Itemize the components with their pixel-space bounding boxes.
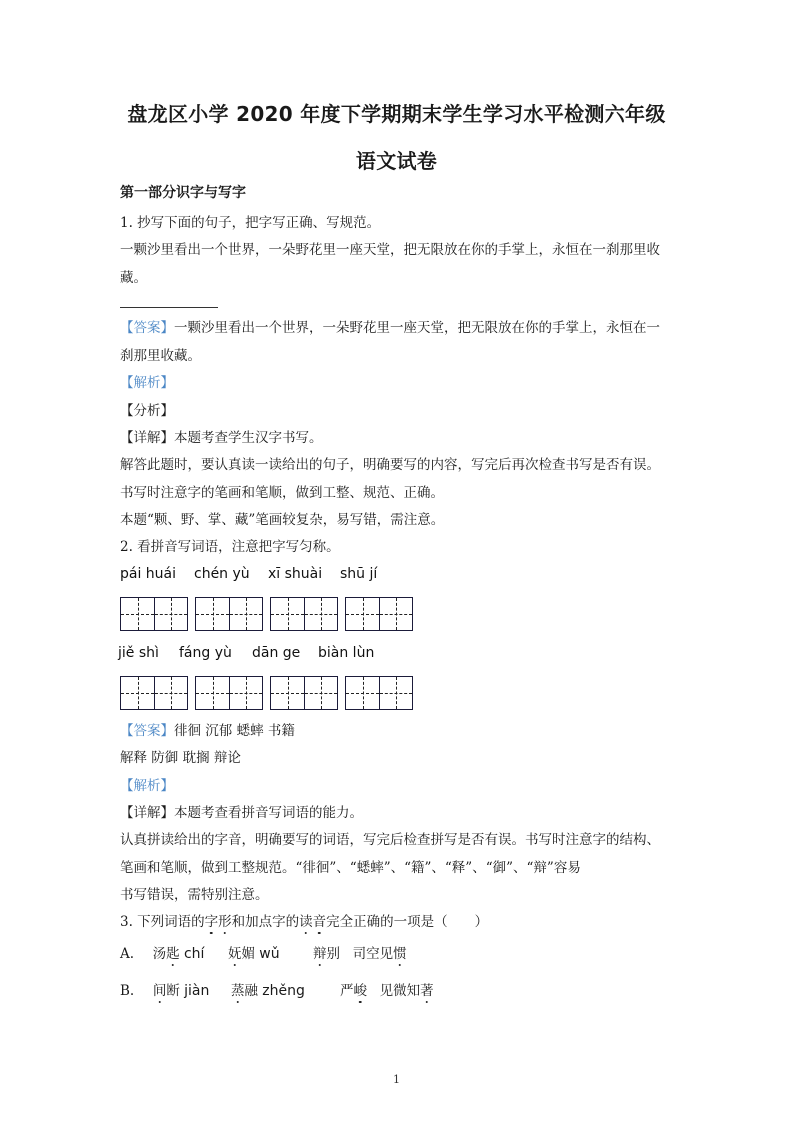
q2-explain-line1: 认真拼读给出的字音，明确要写的词语，写完后检查拼写是否有误。书写时注意字的结构、 bbox=[120, 832, 660, 848]
option-b-word3: 严峻 见微知著 bbox=[340, 979, 434, 999]
dotted-char: 辩 bbox=[313, 942, 327, 962]
q2-prompt: 2. 看拼音写词语，注意把字写匀称。 bbox=[120, 539, 340, 555]
q2-explain-line3: 书写错误，需特别注意。 bbox=[120, 887, 269, 903]
option-label: A. bbox=[120, 946, 135, 962]
dotted-char: 蒸 bbox=[231, 979, 245, 999]
pinyin-4: shū jí bbox=[340, 566, 378, 582]
option-b-word2: 蒸融 zhěng bbox=[231, 979, 305, 999]
writing-grid[interactable] bbox=[270, 597, 338, 631]
pinyin-3: xī shuài bbox=[268, 566, 323, 582]
analysis-label: 【解析】 bbox=[120, 778, 174, 794]
answer-label: 【答案】 bbox=[120, 723, 174, 739]
q1-explain-line1: 解答此题时，要认真读一读给出的句子，明确要写的内容，写完后再次检查书写是否有误。 bbox=[120, 457, 660, 473]
pinyin-1: pái huái bbox=[120, 566, 177, 582]
pinyin-2: chén yù bbox=[194, 566, 250, 582]
detail-text: 本题考查看拼音写词语的能力。 bbox=[174, 805, 363, 821]
writing-grid[interactable] bbox=[270, 676, 338, 710]
q2-detail bbox=[120, 801, 363, 821]
section-heading: 第一部分识字与写字 bbox=[120, 185, 246, 201]
q1-explain-line3: 本题“颗、野、掌、藏”笔画较复杂，易写错，需注意。 bbox=[120, 512, 445, 528]
writing-grid[interactable] bbox=[120, 676, 188, 710]
q2-answer-line2: 解释 防御 耽搁 辩论 bbox=[120, 750, 241, 766]
writing-grid[interactable] bbox=[120, 597, 188, 631]
q1-prompt: 1. 抄写下面的句子，把字写正确、写规范。 bbox=[120, 215, 381, 231]
pinyin-5: jiě shì bbox=[118, 645, 159, 661]
option-b[interactable]: B. 间断 jiàn bbox=[120, 979, 209, 999]
writing-grid[interactable] bbox=[195, 676, 263, 710]
dotted-char: 妩 bbox=[228, 942, 242, 962]
dotted-char: 惯 bbox=[393, 942, 407, 962]
q1-answer bbox=[120, 316, 660, 336]
pinyin-6: fáng yù bbox=[179, 645, 232, 661]
q1-sentence-line2: 藏。 bbox=[120, 270, 147, 286]
q2-answer bbox=[120, 719, 295, 739]
answer-text: 徘徊 沉郁 蟋蟀 书籍 bbox=[174, 723, 295, 739]
analysis-label: 【解析】 bbox=[120, 375, 174, 391]
dotted-char: 匙 bbox=[166, 942, 180, 962]
detail-text: 本题考查学生汉字书写。 bbox=[174, 430, 323, 446]
q1-explain-line2: 书写时注意字的笔画和笔顺，做到工整、规范、正确。 bbox=[120, 485, 444, 501]
writing-grid[interactable] bbox=[345, 597, 413, 631]
pinyin-7: dān ge bbox=[252, 645, 301, 661]
answer-text: 一颗沙里看出一个世界，一朵野花里一座天堂，把无限放在你的手掌上，永恒在一 bbox=[174, 320, 660, 336]
pinyin-8: biàn lùn bbox=[318, 645, 375, 661]
dotted-char: 著 bbox=[420, 979, 434, 999]
writing-grid[interactable] bbox=[345, 676, 413, 710]
document-title: 盘龙区小学 2020 年度下学期期末学生学习水平检测六年级 bbox=[127, 102, 666, 126]
answer-separator bbox=[120, 307, 218, 308]
page-number: 1 bbox=[393, 1073, 400, 1086]
fenxi-label: 【分析】 bbox=[120, 403, 174, 419]
dotted-char: 间 bbox=[153, 979, 167, 999]
detail-label: 【详解】 bbox=[120, 430, 174, 446]
option-label: B. bbox=[120, 983, 135, 999]
option-a-word3: 辩别 司空见惯 bbox=[313, 942, 407, 962]
option-pinyin: jiàn bbox=[184, 983, 210, 999]
q3-prompt: 3. 下列词语的字形和加点字的读音完全正确的一项是（ ） bbox=[120, 910, 488, 930]
document-subtitle: 语文试卷 bbox=[355, 149, 438, 173]
dotted-char: 读 bbox=[299, 910, 313, 930]
writing-grid[interactable] bbox=[195, 597, 263, 631]
dotted-char: 峻 bbox=[354, 979, 368, 999]
option-pinyin: wǔ bbox=[259, 946, 280, 962]
option-a[interactable]: A. 汤匙 chí bbox=[120, 942, 204, 962]
q1-detail bbox=[120, 426, 323, 446]
detail-label: 【详解】 bbox=[120, 805, 174, 821]
dotted-char: 音 bbox=[313, 910, 327, 930]
q1-answer-line2: 刹那里收藏。 bbox=[120, 348, 201, 364]
dotted-char: 字 bbox=[205, 910, 219, 930]
dotted-char: 形 bbox=[218, 910, 232, 930]
option-pinyin: zhěng bbox=[262, 983, 305, 999]
q1-sentence-line1: 一颗沙里看出一个世界，一朵野花里一座天堂，把无限放在你的手掌上，永恒在一刹那里收 bbox=[120, 242, 660, 258]
answer-label: 【答案】 bbox=[120, 320, 174, 336]
option-a-word2: 妩媚 wǔ bbox=[228, 942, 280, 962]
option-pinyin: chí bbox=[183, 946, 205, 962]
q2-explain-line2: 笔画和笔顺，做到工整规范。“徘徊”、“蟋蟀”、“籍”、“释”、“御”、“辩”容易 bbox=[120, 860, 581, 876]
